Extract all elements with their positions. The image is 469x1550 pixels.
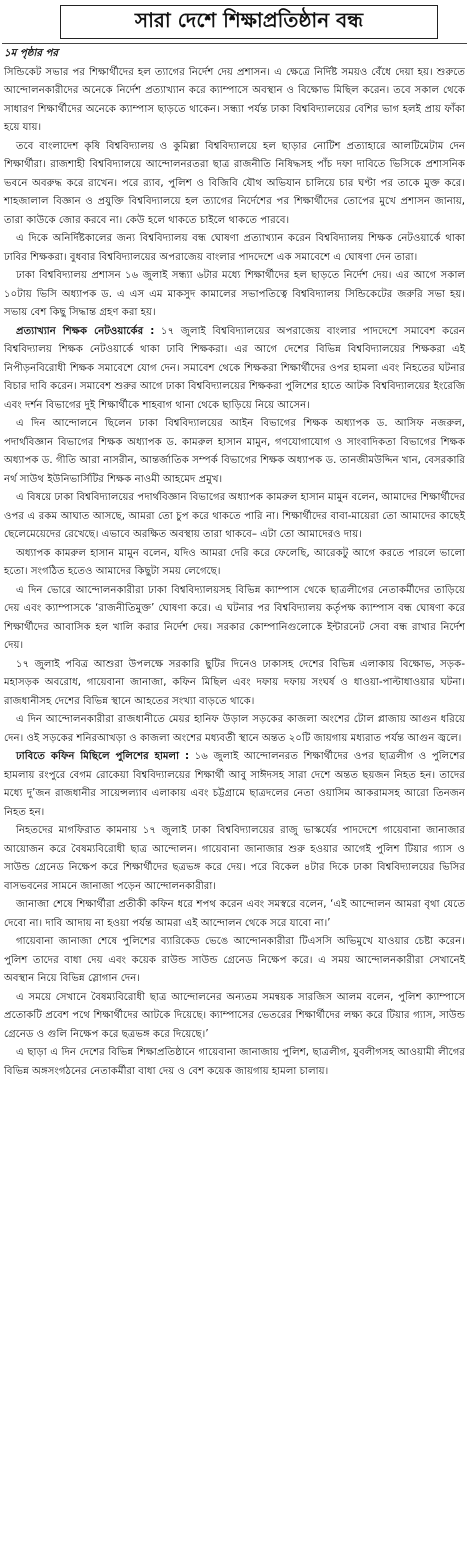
paragraph-list — [4, 64, 465, 1082]
subheading: প্রত্যাখ্যান শিক্ষক নেটওয়ার্কের : — [16, 325, 155, 337]
paragraph — [4, 582, 465, 656]
paragraph — [4, 415, 465, 489]
paragraph-text: সিন্ডিকেট সভার পর শিক্ষার্থীদের হল ত্যাগের নির্দেশ দেয় প্রশাসন। এ ক্ষেত্রে নির্দিষ্ট সময়ও বেঁধে দেয়া হয়। শুরুতে আন্দোলনকারীদের অনেকে নির্দেশ প্রত্যাখ্যান করে ক্যাম্পাসে অবস্থান ও বিক্ষোভ মিছিল করেন। তবে সকাল থেকে সাধারণ শিক্ষার্থীদের অনেকে ক্যাম্পাস ছাড়তে থাকেন। সন্ধ্যা পর্যন্ত ঢাকা বিশ্ববিদ্যালয়ের বেশির ভাগ হলই প্রায় ফাঁকা হয়ে যায়। — [4, 66, 465, 133]
paragraph-text: এ সময়ে সেখানে বৈষম্যবিরোধী ছাত্র আন্দোলনের অন্যতম সমন্বয়ক সারজিস আলম বলেন, পুলিশ ক্যাম্পাসে প্রতোকটি প্রবেশ পথে শিক্ষার্থীদের আটকে দিয়েছে। ক্যাম্পাসের ভেতরের শিক্ষার্থীদের লক্ষ্য করে টিয়ার গ্যাস, সাউন্ড গ্রেনেড ও গুলি নিক্ষেপ করে ছত্রভঙ্গ করে দিয়েছে।’ — [4, 991, 465, 1040]
subheading: ঢাবিতে কফিন মিছিলে পুলিশের হামলা : — [16, 751, 190, 762]
paragraph-text: তবে বাংলাদেশ কৃষি বিশ্ববিদ্যালয় ও কুমিল্লা বিশ্ববিদ্যালয়ে হল ছাড়ার নোটিশ প্রত্যাহারে আলটিমেটাম দেন শিক্ষার্থীরা। রাজশাহী বিশ্ববিদ্যালয়ে আন্দোলনরতরা ছাত্র রাজনীতি নিষিদ্ধসহ পাঁচ দফা দাবিতে ভিসিকে প্রশাসনিক ভবনে অবরুদ্ধ করে রাখেন। পরে র‌্যাব, পুলিশ ও বিজিবি যৌথ অভিযান চালিয়ে চার ঘণ্টা পর তাকে মুক্ত করে। শাহজালাল বিজ্ঞান ও প্রযুক্তি বিশ্ববিদ্যালয়ে হল ত্যাগের নির্দেশের পর শিক্ষার্থীদের তোপের মুখে প্রশাসন জানায়, তারা কাউকে জোর করবে না। কেউ হলে থাকতে চাইলে থাকতে পারবে। — [4, 140, 465, 226]
paragraph — [4, 323, 465, 416]
continuation-note — [4, 45, 465, 64]
paragraph — [4, 545, 465, 582]
paragraph-text: এ ছাড়া এ দিন দেশের বিভিন্ন শিক্ষাপ্রতিষ্ঠানে গায়েবানা জানাজায় পুলিশ, ছাত্রলীগ, যুবলীগসহ আওয়ামী লীগের বিভিন্ন অঙ্গসংগঠনের নেতাকর্মীরা বাধা দেয় ও বেশ কয়েক জায়গায় হামলা চালায়। — [4, 1047, 465, 1077]
paragraph-text: জানাজা শেষে শিক্ষার্থীরা প্রতীকী কফিন ধরে শপথ করেন এবং সমস্বরে বলেন, ‘এই আন্দোলন আমরা বৃথা যেতে দেবো না। দাবি আদায় না হওয়া পর্যন্ত আমরা এই আন্দোলন থেকে সরে যাবো না।’ — [4, 899, 465, 929]
article-body — [4, 45, 465, 1081]
paragraph-text: ঢাকা বিশ্ববিদ্যালয় প্রশাসন ১৬ জুলাই সন্ধ্যা ৬টার মধ্যে শিক্ষার্থীদের হল ছাড়তে নির্দেশ দেয়। এর আগে সকাল ১০টায় ভিসি অধ্যাপক ড. এ এস এম মাকসুদ কামালের সভাপতিত্বে বিশ্ববিদ্যালয় সিন্ডিকেটের জরুরি সভা হয়। সভায় বেশ কিছু সিদ্ধান্ত গ্রহণ করা হয়। — [4, 270, 465, 318]
paragraph — [4, 822, 465, 896]
continuation-label: ১ম পৃষ্ঠার পর — [4, 48, 58, 59]
paragraph-text: এ দিন আন্দোলনে ছিলেন ঢাকা বিশ্ববিদ্যালয়ের আইন বিভাগের শিক্ষক অধ্যাপক ড. আসিফ নজরুল, পদার্থবিজ্ঞান বিভাগের শিক্ষক অধ্যাপক ড. কামরুল হাসান মামুন, গণযোগাযোগ ও সাংবাদিকতা বিভাগের শিক্ষক অধ্যাপক ড. গীতি আরা নাসরীন, আন্তর্জাতিক সম্পর্ক বিভাগের শিক্ষক অধ্যাপক ড. তানজীমউদ্দিন খান, বেসরকারি নর্থ সাউথ ইউনিভার্সিটির শিক্ষক নাওমী আহমেদ প্রমুখ। — [4, 418, 465, 485]
paragraph — [4, 748, 465, 822]
paragraph — [4, 267, 465, 323]
paragraph — [4, 489, 465, 545]
headline: সারা দেশে শিক্ষাপ্রতিষ্ঠান বন্ধ — [134, 7, 364, 32]
paragraph-text: ১৭ জুলাই পবিত্র আশুরা উপলক্ষে সরকারি ছুটির দিনেও ঢাকাসহ দেশের বিভিন্ন এলাকায় বিক্ষোভ, সড়ক-মহাসড়ক অবরোধ, গায়েবানা জানাজা, কফিন মিছিল এবং দফায় দফায় সংঘর্ষ ও ধাওয়া-পাল্টাধাওয়ার ঘটনা। রাজধানীসহ দেশের বিভিন্ন স্থানে আহতের সংখ্যা বাড়তে থাকে। — [4, 658, 465, 707]
paragraph-text: ১৬ জুলাই আন্দোলনরত শিক্ষার্থীদের ওপর ছাত্রলীগ ও পুলিশের হামলায় রংপুরে বেগম রোকেয়া বিশ্ববিদ্যালয়ের শিক্ষার্থী আবু সাঈদসহ সারা দেশে অন্তত ছয়জন নিহত হন। তাদের মধ্যে দু’জন রাজধানীর সায়েন্সল্যাব এলাকায় এবং চট্টগ্রামে ছাত্রদলের নেতা ওয়াসিম আকরামসহ আরো তিনজন নিহত হন। — [4, 751, 465, 818]
paragraph — [4, 933, 465, 989]
paragraph-text: এ দিকে অনির্দিষ্টকালের জন্য বিশ্ববিদ্যালয় বন্ধ ঘোষণা প্রত্যাখ্যান করেন বিশ্ববিদ্যালয় শিক্ষক নেটওয়ার্কে থাকা ঢাবির শিক্ষকরা। বুধবার বিশ্ববিদ্যালয়ের অপরাজেয় বাংলার পাদদেশে এক সমাবেশে এ ঘোষণা দেন তারা। — [4, 233, 465, 263]
paragraph-text: গায়েবানা জানাজা শেষে পুলিশের ব্যারিকেড ভেঙে আন্দোনকারীরা টিএসসি অভিমুখে যাওয়ার চেষ্টা করেন। পুলিশ তাদের বাধা দেয় এবং কয়েক রাউন্ড সাউন্ড গ্রেনেড নিক্ষেপ করে। এ সময় আন্দোলনকারীরা সেখানেই অবস্থান নিয়ে বিভিন্ন স্লোগান দেন। — [4, 936, 465, 984]
paragraph — [4, 711, 465, 748]
divider — [2, 43, 467, 44]
paragraph-text: এ দিন ভোরে আন্দোলনকারীরা ঢাকা বিশ্ববিদ্যালয়সহ বিভিন্ন ক্যাম্পাস থেকে ছাত্রলীগের নেতাকর্মীদের তাড়িয়ে দেয় এবং ক্যাম্পাসকে ‘রাজনীতিমুক্ত’ ঘোষণা করে। এ ঘটনার পর বিশ্ববিদ্যালয় কর্তৃপক্ষ ক্যাম্পাস বন্ধ ঘোষণা করে শিক্ষার্থীদের আবাসিক হল খালি করার নির্দেশ দেয়। সরকার কোম্পানিগুলোকে ইন্টারনেট সেবা বন্ধ রাখার নির্দেশ দেয়। — [4, 584, 465, 651]
paragraph — [4, 656, 465, 712]
paragraph-text: এ দিন আন্দোলনকারীরা রাজধানীতে মেয়র হানিফ উড়াল সড়কের কাজলা অংশের টোল প্লাজায় আগুন ধরিয়ে দেন। ওই সড়কের শনিরআখড়া ও কাজলা অংশের মধ্যবর্তী স্থানে অন্তত ২০টি জায়গায় মধ্যরাত পর্যন্ত আগুন জ্বলে। — [4, 714, 465, 744]
paragraph — [4, 896, 465, 933]
paragraph — [4, 1044, 465, 1081]
paragraph-text: নিহতদের মাগফিরাত কামনায় ১৭ জুলাই ঢাকা বিশ্ববিদ্যালয়ের রাজু ভাস্কর্যের পাদদেশে গায়েবানা জানাজার আয়োজন করে বৈষম্যবিরোধী ছাত্র আন্দোলন। গায়েবানা জানাজার শুরু হওয়ার আগেই পুলিশ টিয়ার গ্যাস ও সাউন্ড গ্রেনেড নিক্ষেপ করে শিক্ষার্থীদের ছত্রভঙ্গ করে দেয়। পরে বিকেল ৪টার দিকে ঢাকা বিশ্ববিদ্যালয়ের ভিসির বাসভবনের সামনে জানাজা পড়েন আন্দোলনকারীরা। — [4, 825, 465, 892]
paragraph-text: অধ্যাপক কামরুল হাসান মামুন বলেন, যদিও আমরা দেরি করে ফেলেছি, আরেকটু আগে করতে পারলে ভালো হতো। সংগঠিত হতেও আমাদের কিছুটা সময় লেগেছে। — [4, 547, 465, 577]
paragraph — [4, 989, 465, 1045]
paragraph-text: ১৭ জুলাই বিশ্ববিদ্যালয়ের অপরাজেয় বাংলার পাদদেশে সমাবেশ করেন বিশ্ববিদ্যালয় শিক্ষক নেটওয়ার্কে থাকা ঢাবি শিক্ষকরা। এর আগে দেশের বিভিন্ন বিশ্ববিদ্যালয়ের শিক্ষকরা এই নিপীড়নবিরোধী শিক্ষক সমাবেশে যোগ দেন। সমাবেশ থেকে শিক্ষকরা শিক্ষার্থীদের ওপর হামলা এবং নিহতের ঘটনার বিচার দাবি করেন। সমাবেশ শুরুর আগে ঢাকা বিশ্ববিদ্যালয়ের শিক্ষকরা পুলিশের হাতে আটক বিশ্ববিদ্যালয়ের ইংরেজি এবং দর্শন বিভাগের দুই শিক্ষার্থীকে শাহবাগ থানা থেকে ছাড়িয়ে নিয়ে আসেন। — [4, 325, 465, 411]
paragraph — [4, 230, 465, 267]
paragraph-text: এ বিষয়ে ঢাকা বিশ্ববিদ্যালয়ের পদার্থবিজ্ঞান বিভাগের অধ্যাপক কামরুল হাসান মামুন বলেন, আমাদের শিক্ষার্থীদের ওপর এ রকম আঘাত আসছে, আমরা তো চুপ করে থাকতে পারি না। শিক্ষার্থীদের বাবা-মায়েরা তো আমাদের কাছেই ছেলেমেয়েদের রেখেছে। এভাবে অরক্ষিত অবস্থায় তারা থাকবে– এটা তো আমাদেরও দায়। — [4, 492, 465, 540]
paragraph — [4, 64, 465, 138]
headline-box — [60, 5, 438, 39]
paragraph — [4, 138, 465, 231]
